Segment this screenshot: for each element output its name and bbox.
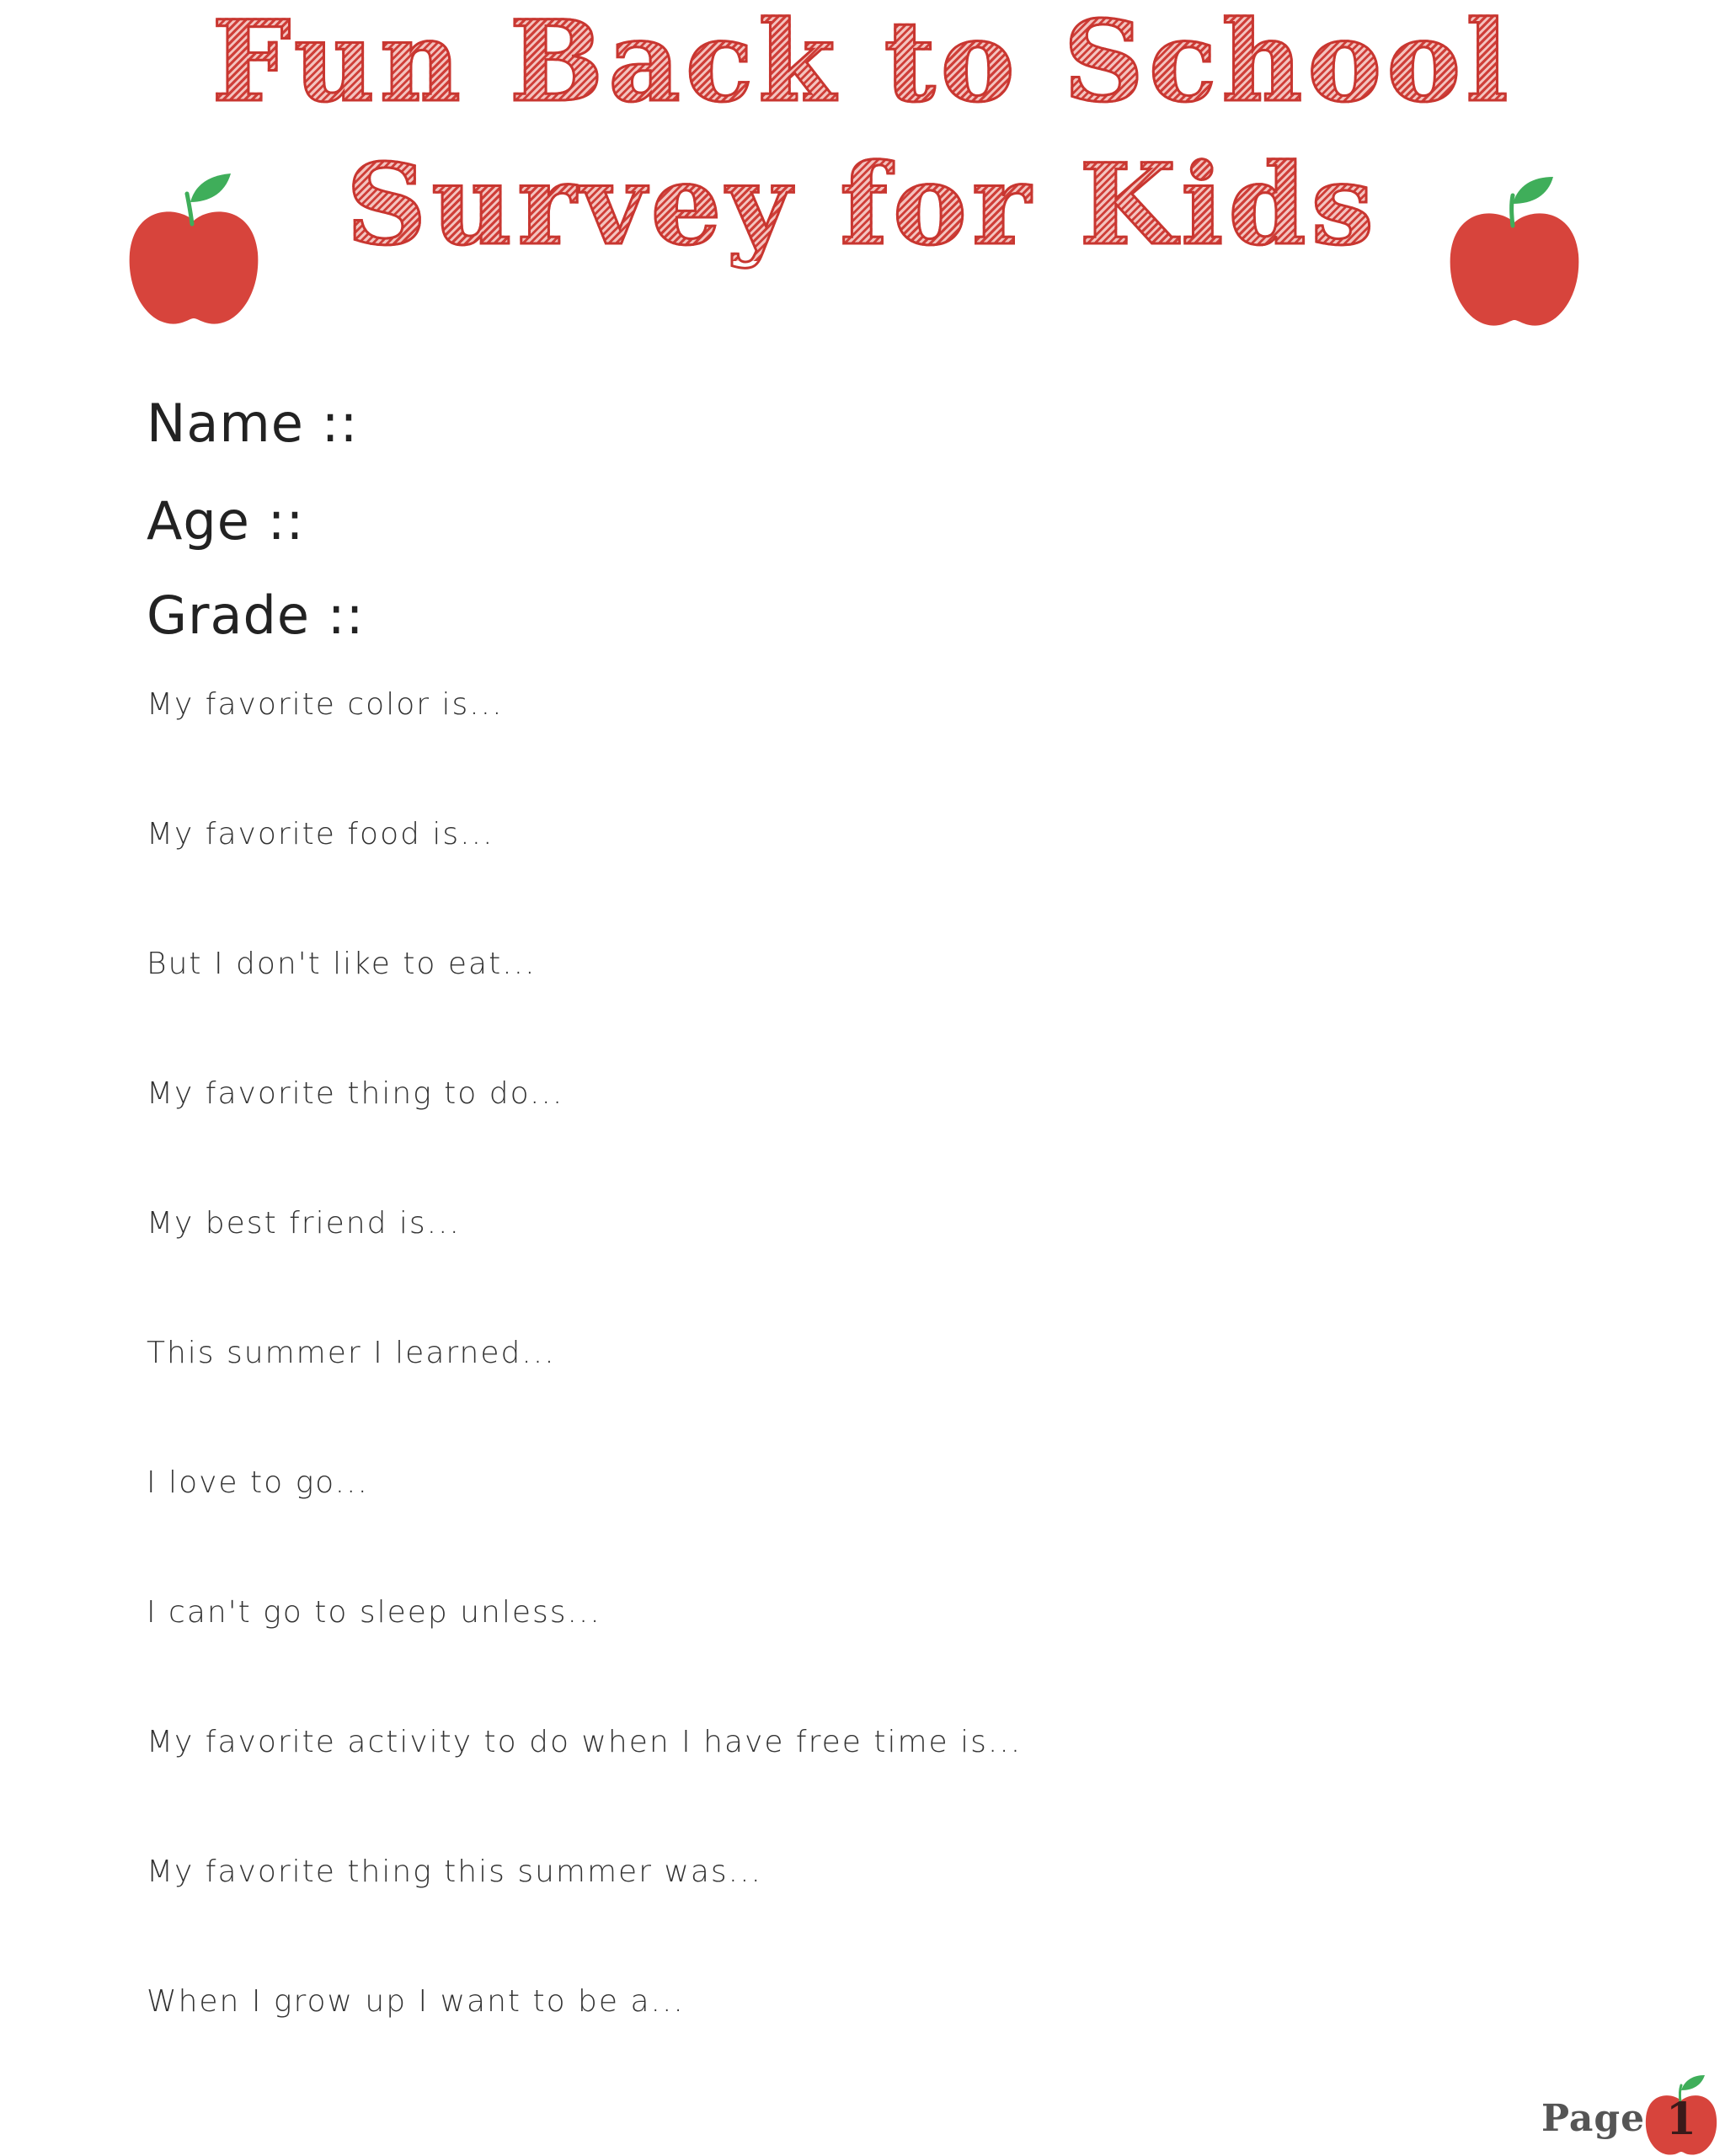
question-sleep-unless: I can't go to sleep unless... xyxy=(147,1595,601,1630)
page-footer xyxy=(1541,2089,1645,2148)
grade-field-label: Grade :: xyxy=(147,584,365,646)
page-label: Page xyxy=(1541,2096,1646,2140)
title-line-2: Survey for Kids xyxy=(0,150,1725,261)
apple-icon xyxy=(126,168,261,328)
question-favorite-color: My favorite color is... xyxy=(147,687,504,722)
apple-icon xyxy=(1447,170,1582,330)
question-grow-up: When I grow up I want to be a... xyxy=(147,1984,685,2019)
name-field-label: Name :: xyxy=(147,392,359,454)
question-love-to-go: I love to go... xyxy=(147,1465,369,1500)
question-summer-learned: This summer I learned... xyxy=(147,1336,556,1370)
question-favorite-thing: My favorite thing to do... xyxy=(147,1076,564,1111)
question-dislike-food: But I don't like to eat... xyxy=(147,947,537,981)
title-line-1: Fun Back to School xyxy=(0,7,1725,118)
question-summer-favorite: My favorite thing this summer was... xyxy=(147,1854,763,1889)
page-number: 1 xyxy=(1665,2094,1697,2145)
age-field-label: Age :: xyxy=(147,490,305,552)
question-free-time: My favorite activity to do when I have free time is... xyxy=(147,1725,1023,1759)
question-best-friend: My best friend is... xyxy=(147,1206,461,1241)
question-favorite-food: My favorite food is... xyxy=(147,817,494,851)
